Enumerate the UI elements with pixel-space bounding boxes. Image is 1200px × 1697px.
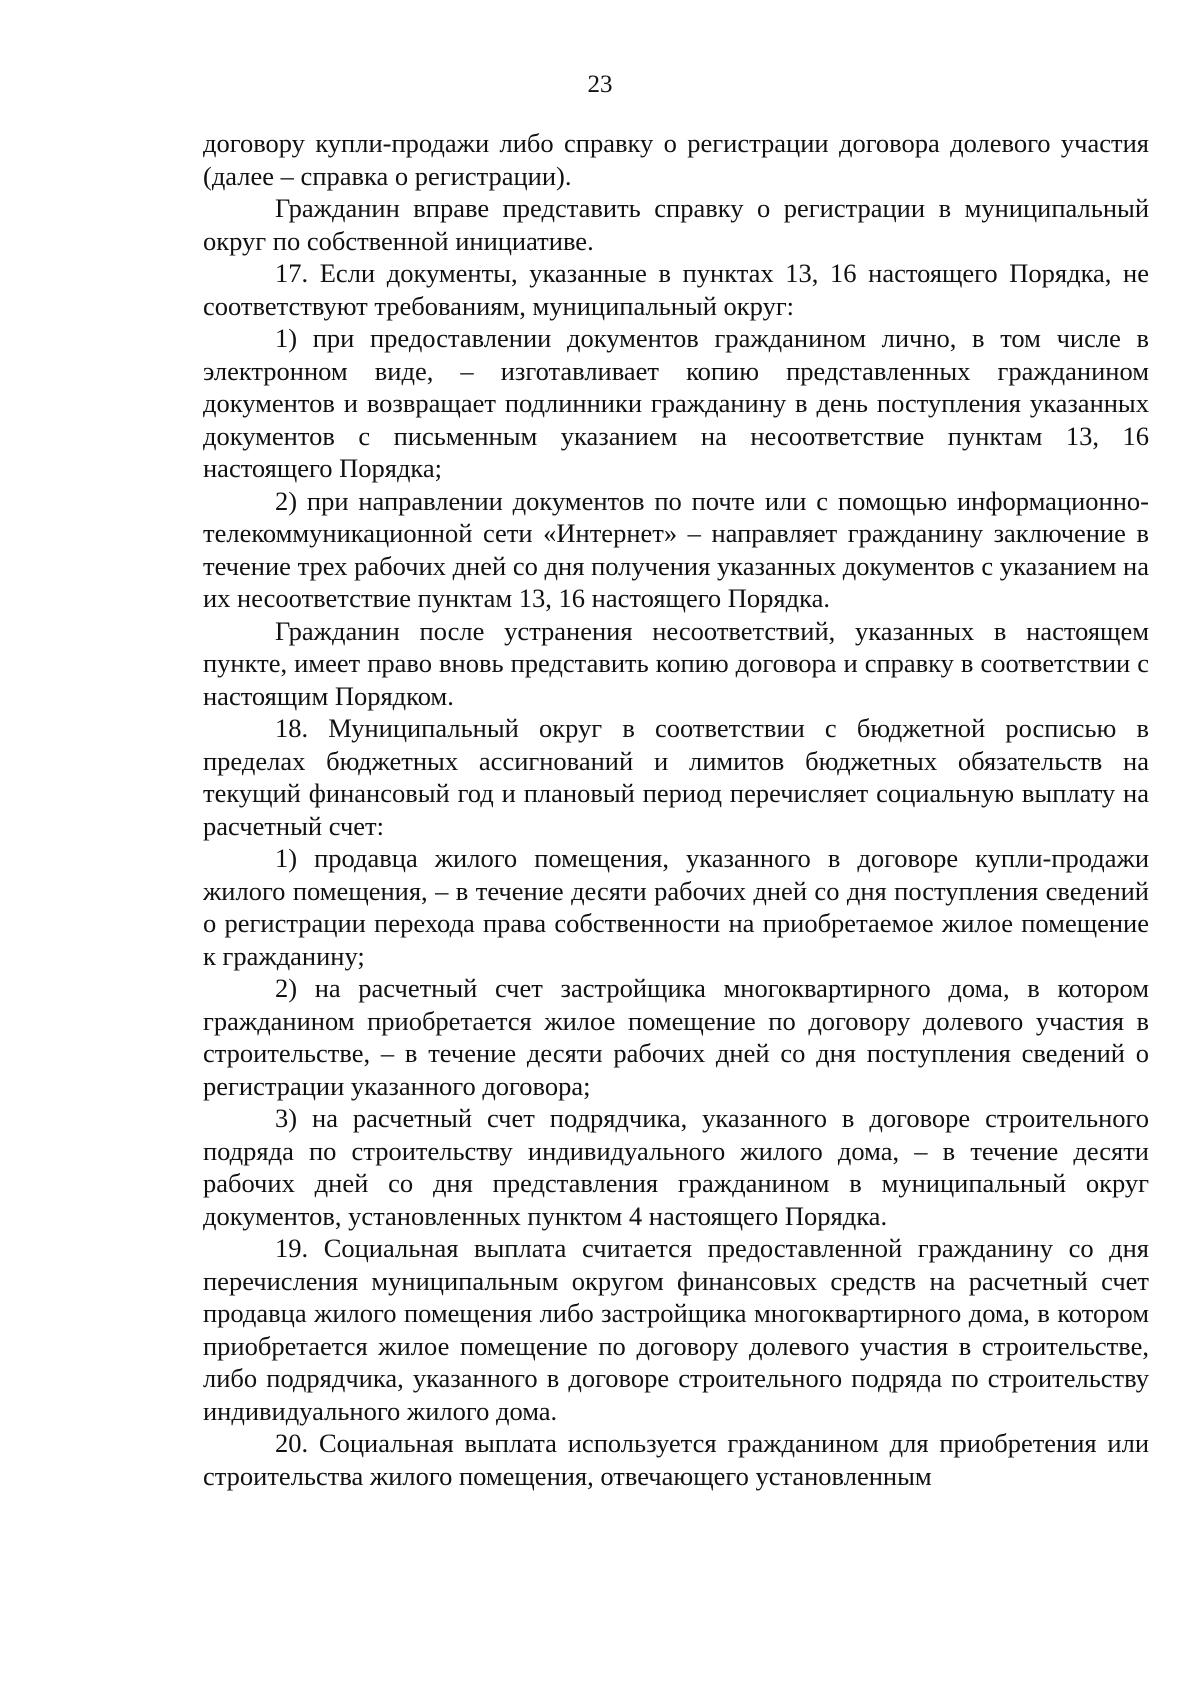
paragraph-item-18-1: 1) продавца жилого помещения, указанного в договоре купли-продажи жилого помещения, – в течение десяти рабочих дней со дня поступления сведений о регистрации перехода права собственности на приобретаемое жилое помещение к гражданину; xyxy=(203,843,1149,971)
paragraph-item-18-3: 3) на расчетный счет подрядчика, указанного в договоре строительного подряда по строительству индивидуального жилого дома, – в течение десяти рабочих дней со дня представления гражданином в муниципальный округ документов, установленных пунктом 4 настоящего Порядка. xyxy=(203,1103,1149,1231)
paragraph-item-17-1: 1) при предоставлении документов гражданином лично, в том числе в электронном виде, – изготавливает копию представленных гражданином документов и возвращает подлинники гражданину в день поступления указанных документов с письменным указанием на несоответствие пунктам 13, 16 настоящего Порядка; xyxy=(203,323,1149,483)
page-number: 23 xyxy=(587,71,613,98)
paragraph-item-19: 19. Социальная выплата считается предоставленной гражданину со дня перечисления муниципальным округом финансовых средств на расчетный счет продавца жилого помещения либо застройщика многоквартирного дома, в котором приобретается жилое помещение по договору долевого участия в строительстве, либо подрядчика, указанного в договоре строительного подряда по строительству индивидуального жилого дома. xyxy=(203,1233,1149,1426)
paragraph-continuation: договору купли-продажи либо справку о регистрации договора долевого участия (далее – справка о регистрации). xyxy=(203,128,1149,191)
paragraph-item-18-2: 2) на расчетный счет застройщика многоквартирного дома, в котором гражданином приобретается жилое помещение по договору долевого участия в строительстве, – в течение десяти рабочих дней со дня поступления сведений о регистрации указанного договора; xyxy=(203,973,1149,1101)
paragraph-resubmission: Гражданин после устранения несоответствий, указанных в настоящем пункте, имеет право вновь представить копию договора и справку в соответствии с настоящим Порядком. xyxy=(203,615,1149,711)
paragraph-item-17-2: 2) при направлении документов по почте или с помощью информационно-телекоммуникационной сети «Интернет» – направляет гражданину заключение в течение трех рабочих дней со дня получения указанных документов с указанием на их несоответствие пунктам 13, 16 настоящего Порядка. xyxy=(203,485,1149,613)
paragraph-item-20: 20. Социальная выплата используется гражданином для приобретения или строительства жилого помещения, отвечающего установленным xyxy=(203,1428,1149,1491)
document-body xyxy=(203,127,1149,1492)
paragraph-citizen-right: Гражданин вправе представить справку о регистрации в муниципальный округ по собственной инициативе. xyxy=(203,193,1149,256)
paragraph-item-17: 17. Если документы, указанные в пунктах 13, 16 настоящего Порядка, не соответствуют требованиям, муниципальный округ: xyxy=(203,258,1149,321)
paragraph-item-18: 18. Муниципальный округ в соответствии с бюджетной росписью в пределах бюджетных ассигнований и лимитов бюджетных обязательств на текущий финансовый год и плановый период перечисляет социальную выплату на расчетный счет: xyxy=(203,713,1149,841)
